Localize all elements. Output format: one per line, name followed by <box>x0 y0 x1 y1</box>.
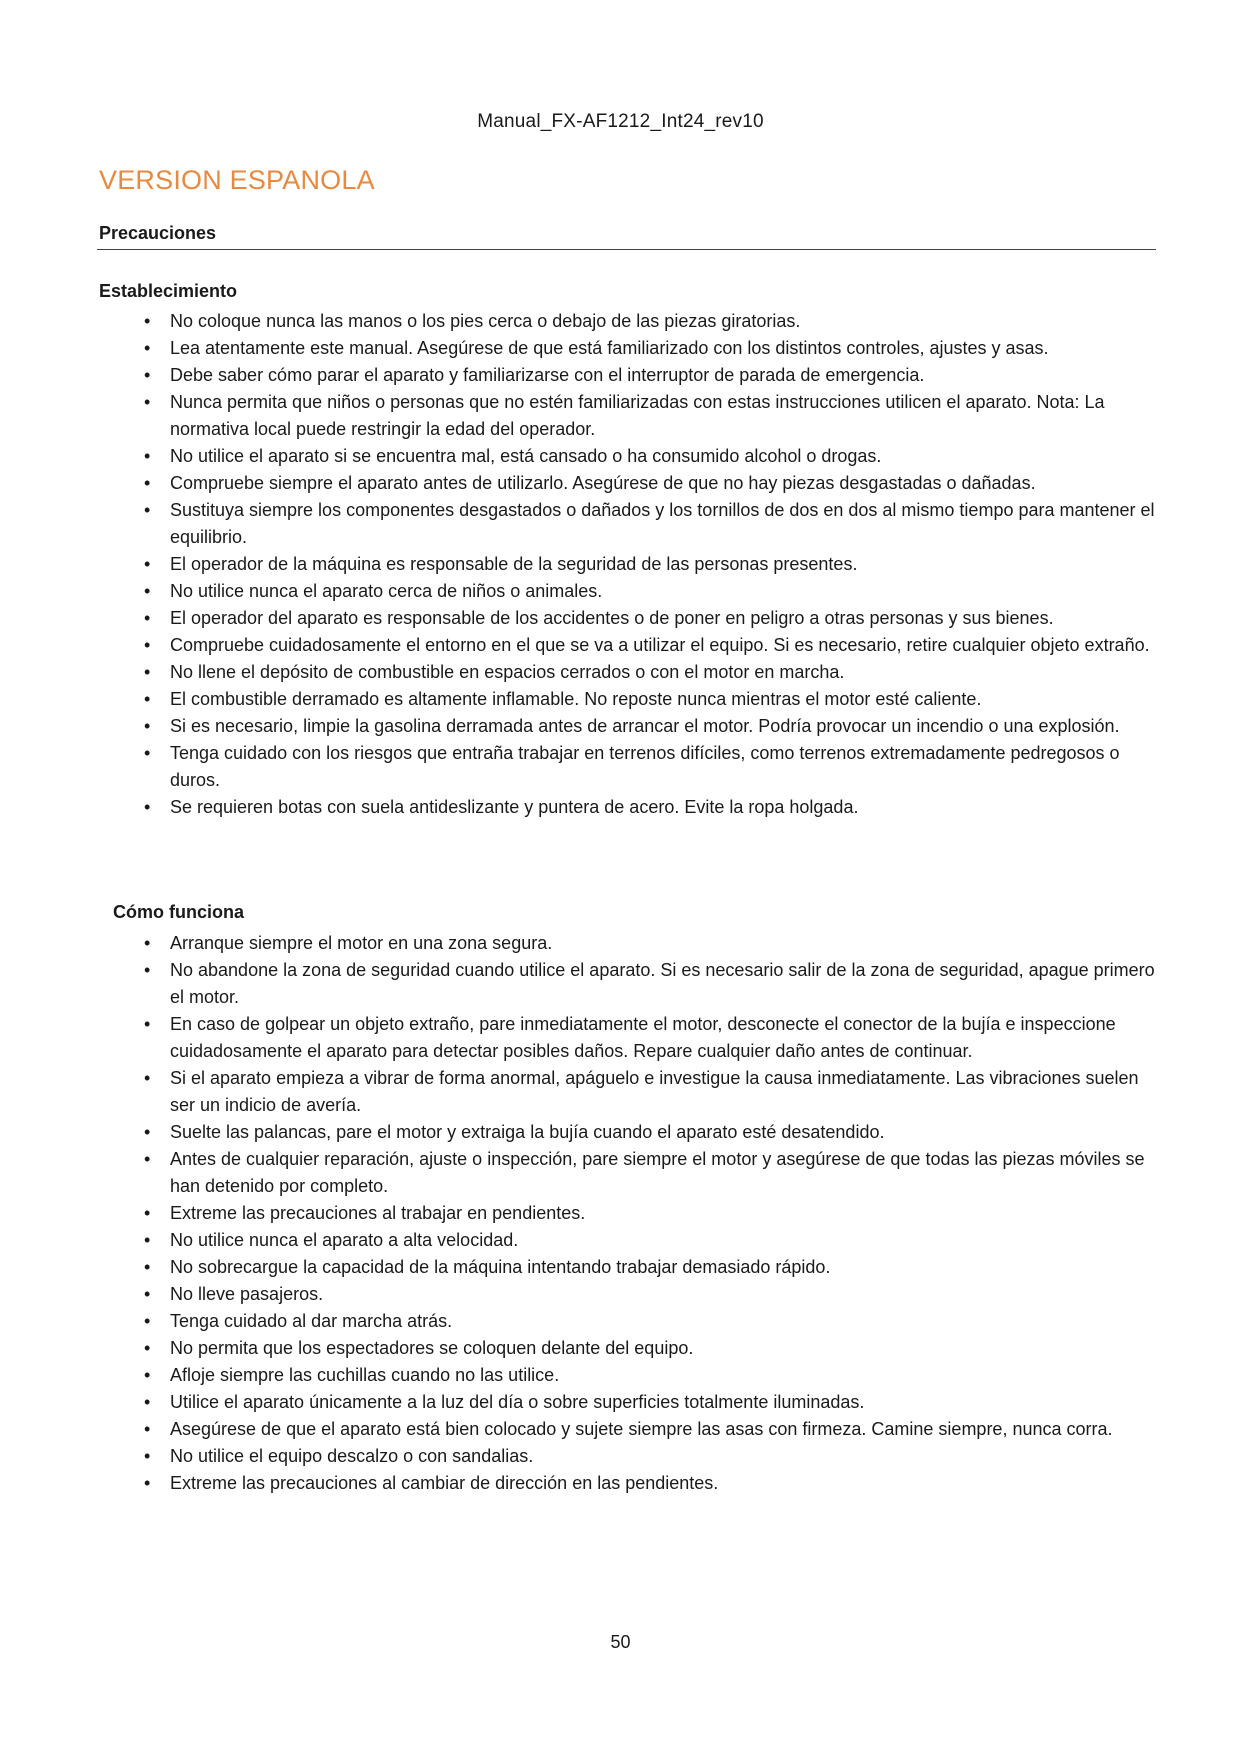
bullet-icon: • <box>144 446 151 466</box>
list-item-text: En caso de golpear un objeto extraño, pare inmediatamente el motor, desconecte el conector de la bujía e inspeccione cuidadosamente el aparato para detectar posibles daños. Repare cualquier daño antes de continuar. <box>170 1014 1116 1061</box>
list-item-text: No permita que los espectadores se coloquen delante del equipo. <box>170 1338 694 1358</box>
list-item-text: Afloje siempre las cuchillas cuando no las utilice. <box>170 1365 560 1385</box>
list-item-text: Compruebe cuidadosamente el entorno en el que se va a utilizar el equipo. Si es necesario, retire cualquier objeto extraño. <box>170 635 1150 655</box>
list-item-text: No coloque nunca las manos o los pies cerca o debajo de las piezas giratorias. <box>170 311 801 331</box>
list-item-text: Arranque siempre el motor en una zona segura. <box>170 933 553 953</box>
bullet-icon: • <box>144 716 151 736</box>
list-item-text: El combustible derramado es altamente inflamable. No reposte nunca mientras el motor esté caliente. <box>170 689 982 709</box>
list-item-text: Extreme las precauciones al trabajar en pendientes. <box>170 1203 586 1223</box>
list-item <box>0 1011 1241 1065</box>
bullet-icon: • <box>144 1311 151 1331</box>
list-item <box>0 930 1241 957</box>
bullet-icon: • <box>144 1203 151 1223</box>
bullet-icon: • <box>144 1230 151 1250</box>
list-item <box>0 659 1241 686</box>
list-item <box>0 335 1241 362</box>
list-item <box>0 1200 1241 1227</box>
bullet-icon: • <box>144 635 151 655</box>
list-item-text: Si es necesario, limpie la gasolina derramada antes de arrancar el motor. Podría provocar un incendio o una explosión. <box>170 716 1120 736</box>
list-item <box>0 794 1241 821</box>
list-item <box>0 605 1241 632</box>
section-divider <box>97 249 1156 250</box>
list-item-text: Debe saber cómo parar el aparato y familiarizarse con el interruptor de parada de emergencia. <box>170 365 925 385</box>
list-item-text: El operador de la máquina es responsable de la seguridad de las personas presentes. <box>170 554 858 574</box>
bullet-icon: • <box>144 1122 151 1142</box>
bullet-icon: • <box>144 608 151 628</box>
list-item <box>0 1146 1241 1200</box>
establecimiento-list <box>0 308 1241 821</box>
list-item-text: Utilice el aparato únicamente a la luz del día o sobre superficies totalmente iluminadas. <box>170 1392 865 1412</box>
list-item <box>0 1254 1241 1281</box>
subheading-como-funciona: Cómo funciona <box>113 902 244 922</box>
list-item-text: El operador del aparato es responsable de los accidentes o de poner en peligro a otras personas y sus bienes. <box>170 608 1054 628</box>
list-item <box>0 389 1241 443</box>
list-item <box>0 1362 1241 1389</box>
como-funciona-list <box>0 930 1241 1497</box>
list-item-text: Compruebe siempre el aparato antes de utilizarlo. Asegúrese de que no hay piezas desgastadas o dañadas. <box>170 473 1036 493</box>
bullet-icon: • <box>144 1149 151 1169</box>
bullet-icon: • <box>144 960 151 980</box>
list-item <box>0 740 1241 794</box>
bullet-icon: • <box>144 1257 151 1277</box>
bullet-icon: • <box>144 1365 151 1385</box>
document-reference: Manual_FX-AF1212_Int24_rev10 <box>477 111 764 132</box>
list-item-text: Nunca permita que niños o personas que no estén familiarizadas con estas instrucciones utilicen el aparato. Nota: La normativa local puede restringir la edad del operador. <box>170 392 1105 439</box>
bullet-icon: • <box>144 689 151 709</box>
list-item <box>0 1335 1241 1362</box>
list-item-text: Se requieren botas con suela antideslizante y puntera de acero. Evite la ropa holgada. <box>170 797 859 817</box>
page-number: 50 <box>610 1632 631 1652</box>
bullet-icon: • <box>144 662 151 682</box>
list-item-text: No sobrecargue la capacidad de la máquina intentando trabajar demasiado rápido. <box>170 1257 831 1277</box>
section-heading: Precauciones <box>99 223 217 243</box>
list-item-text: No utilice nunca el aparato a alta velocidad. <box>170 1230 519 1250</box>
bullet-icon: • <box>144 797 151 817</box>
bullet-icon: • <box>144 1014 151 1034</box>
list-item <box>0 1281 1241 1308</box>
bullet-icon: • <box>144 581 151 601</box>
bullet-icon: • <box>144 1446 151 1466</box>
list-item-text: No lleve pasajeros. <box>170 1284 324 1304</box>
list-item <box>0 1119 1241 1146</box>
list-item-text: No utilice el aparato si se encuentra mal, está cansado o ha consumido alcohol o drogas. <box>170 446 882 466</box>
list-item-text: No utilice el equipo descalzo o con sandalias. <box>170 1446 534 1466</box>
bullet-icon: • <box>144 392 151 412</box>
list-item-text: Antes de cualquier reparación, ajuste o inspección, pare siempre el motor y asegúrese de que todas las piezas móviles se han detenido por completo. <box>170 1149 1145 1196</box>
bullet-icon: • <box>144 365 151 385</box>
list-item <box>0 578 1241 605</box>
bullet-icon: • <box>144 743 151 763</box>
bullet-icon: • <box>144 554 151 574</box>
bullet-icon: • <box>144 500 151 520</box>
list-item <box>0 497 1241 551</box>
list-item <box>0 713 1241 740</box>
list-item-text: No llene el depósito de combustible en espacios cerrados o con el motor en marcha. <box>170 662 845 682</box>
list-item-text: Extreme las precauciones al cambiar de dirección en las pendientes. <box>170 1473 719 1493</box>
list-item-text: No utilice nunca el aparato cerca de niños o animales. <box>170 581 603 601</box>
list-item <box>0 308 1241 335</box>
bullet-icon: • <box>144 1473 151 1493</box>
list-item <box>0 1443 1241 1470</box>
bullet-icon: • <box>144 1068 151 1088</box>
list-item-text: No abandone la zona de seguridad cuando utilice el aparato. Si es necesario salir de la zona de seguridad, apague primero el motor. <box>170 960 1155 1007</box>
list-item <box>0 1416 1241 1443</box>
bullet-icon: • <box>144 1338 151 1358</box>
list-item <box>0 470 1241 497</box>
list-item-text: Suelte las palancas, pare el motor y extraiga la bujía cuando el aparato esté desatendido. <box>170 1122 885 1142</box>
bullet-icon: • <box>144 1419 151 1439</box>
bullet-icon: • <box>144 933 151 953</box>
page-title: VERSION ESPANOLA <box>99 165 375 195</box>
list-item-text: Lea atentamente este manual. Asegúrese de que está familiarizado con los distintos controles, ajustes y asas. <box>170 338 1049 358</box>
list-item <box>0 1308 1241 1335</box>
subheading-establecimiento: Establecimiento <box>99 281 238 301</box>
bullet-icon: • <box>144 1392 151 1412</box>
list-item <box>0 1470 1241 1497</box>
list-item <box>0 957 1241 1011</box>
list-item-text: Sustituya siempre los componentes desgastados o dañados y los tornillos de dos en dos al mismo tiempo para mantener el equilibrio. <box>170 500 1155 547</box>
list-item <box>0 632 1241 659</box>
bullet-icon: • <box>144 1284 151 1304</box>
list-item <box>0 686 1241 713</box>
list-item-text: Si el aparato empieza a vibrar de forma anormal, apáguelo e investigue la causa inmediatamente. Las vibraciones suelen ser un indicio de avería. <box>170 1068 1139 1115</box>
list-item-text: Tenga cuidado con los riesgos que entraña trabajar en terrenos difíciles, como terrenos extremadamente pedregosos o duros. <box>170 743 1120 790</box>
list-item-text: Tenga cuidado al dar marcha atrás. <box>170 1311 453 1331</box>
bullet-icon: • <box>144 338 151 358</box>
list-item-text: Asegúrese de que el aparato está bien colocado y sujete siempre las asas con firmeza. Camine siempre, nunca corra. <box>170 1419 1113 1439</box>
list-item <box>0 1389 1241 1416</box>
list-item <box>0 362 1241 389</box>
list-item <box>0 443 1241 470</box>
bullet-icon: • <box>144 311 151 331</box>
list-item <box>0 551 1241 578</box>
list-item <box>0 1227 1241 1254</box>
bullet-icon: • <box>144 473 151 493</box>
list-item <box>0 1065 1241 1119</box>
